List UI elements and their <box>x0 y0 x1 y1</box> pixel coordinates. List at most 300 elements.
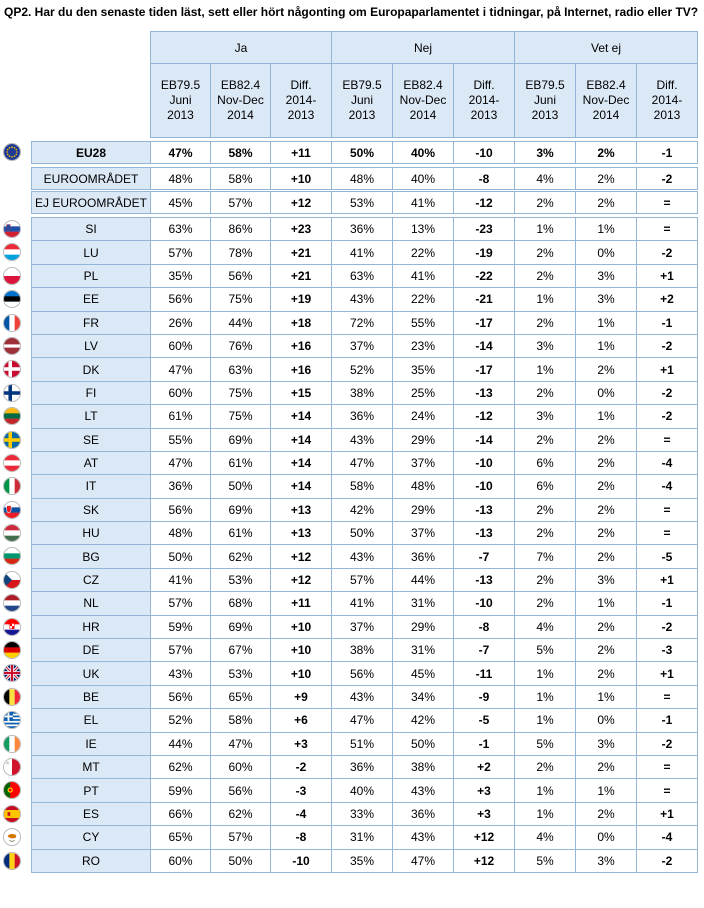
table-row <box>32 192 698 214</box>
diff-cell: -4 <box>637 826 698 849</box>
table-row <box>32 802 698 825</box>
value-cell: 1% <box>515 288 576 311</box>
croatia-flag-icon <box>3 618 21 636</box>
sub-header-row <box>32 64 698 138</box>
diff-cell: -5 <box>454 709 515 732</box>
sub-header-line: EB79.5 <box>160 78 201 92</box>
sub-header-line: Nov-Dec <box>399 93 447 107</box>
diff-cell: -2 <box>637 168 698 190</box>
diff-cell: +12 <box>271 192 332 214</box>
value-cell: 1% <box>515 802 576 825</box>
sub-header-line: Nov-Dec <box>217 93 264 107</box>
value-cell: 33% <box>332 802 393 825</box>
diff-cell: -12 <box>454 192 515 214</box>
value-cell: 50% <box>332 142 393 164</box>
value-cell: 2% <box>576 475 637 498</box>
value-cell: 50% <box>393 732 454 755</box>
row-label: EE <box>32 288 151 311</box>
value-cell: 59% <box>151 779 211 802</box>
row-label: DE <box>32 639 151 662</box>
value-cell: 47% <box>151 142 211 164</box>
value-cell: 45% <box>393 662 454 685</box>
diff-cell: +3 <box>454 779 515 802</box>
value-cell: 0% <box>576 381 637 404</box>
diff-cell: -17 <box>454 358 515 381</box>
diff-cell: = <box>637 218 698 241</box>
table-row <box>32 405 698 428</box>
value-cell: 41% <box>151 568 211 591</box>
diff-cell: -2 <box>271 755 332 778</box>
value-cell: 35% <box>332 849 393 872</box>
value-cell: 59% <box>151 615 211 638</box>
sub-header-cell <box>393 64 454 138</box>
group-header-ja: Ja <box>151 32 332 64</box>
table-row <box>32 779 698 802</box>
value-cell: 22% <box>393 288 454 311</box>
value-cell: 43% <box>332 288 393 311</box>
sub-header-line: 2014 <box>592 108 620 122</box>
diff-cell: -8 <box>271 826 332 849</box>
diff-cell: -2 <box>637 405 698 428</box>
diff-cell: -2 <box>637 615 698 638</box>
diff-cell: +14 <box>271 405 332 428</box>
table-row <box>32 755 698 778</box>
sub-header-line: 2014- <box>468 93 500 107</box>
eu-flag-icon <box>3 143 21 161</box>
austria-flag-icon <box>3 454 21 472</box>
diff-cell: +6 <box>271 709 332 732</box>
corner-cell <box>32 32 151 64</box>
slovakia-flag-icon <box>3 501 21 519</box>
diff-cell: -19 <box>454 241 515 264</box>
value-cell: 40% <box>332 779 393 802</box>
table-row <box>32 662 698 685</box>
diff-cell: +14 <box>271 475 332 498</box>
value-cell: 1% <box>515 662 576 685</box>
sub-header-cell <box>454 64 515 138</box>
diff-cell: -1 <box>637 142 698 164</box>
row-label: SI <box>32 218 151 241</box>
value-cell: 42% <box>393 709 454 732</box>
value-cell: 61% <box>211 522 271 545</box>
value-cell: 56% <box>151 685 211 708</box>
value-cell: 13% <box>393 218 454 241</box>
sub-header-line: EB82.4 <box>403 78 443 92</box>
corner-cell <box>32 64 151 138</box>
value-cell: 48% <box>151 168 211 190</box>
value-cell: 2% <box>576 615 637 638</box>
table-row <box>32 241 698 264</box>
sub-header-line: 2014 <box>227 108 254 122</box>
diff-cell: +12 <box>454 849 515 872</box>
sub-header-line: EB82.4 <box>586 78 626 92</box>
diff-cell: +3 <box>271 732 332 755</box>
value-cell: 37% <box>332 615 393 638</box>
value-cell: 2% <box>515 755 576 778</box>
diff-cell: +14 <box>271 428 332 451</box>
value-cell: 50% <box>151 545 211 568</box>
value-cell: 50% <box>211 475 271 498</box>
value-cell: 62% <box>211 545 271 568</box>
sub-header-line: Diff. <box>656 78 678 92</box>
value-cell: 56% <box>211 264 271 287</box>
diff-cell: +2 <box>637 288 698 311</box>
diff-cell: +21 <box>271 241 332 264</box>
value-cell: 57% <box>332 568 393 591</box>
value-cell: 2% <box>515 264 576 287</box>
group-header-nej: Nej <box>332 32 515 64</box>
denmark-flag-icon <box>3 360 21 378</box>
value-cell: 36% <box>332 755 393 778</box>
sub-header-cell <box>271 64 332 138</box>
value-cell: 36% <box>393 545 454 568</box>
cyprus-flag-icon <box>3 828 21 846</box>
diff-cell: +1 <box>637 358 698 381</box>
value-cell: 51% <box>332 732 393 755</box>
row-label: HR <box>32 615 151 638</box>
results-table <box>31 31 698 873</box>
value-cell: 50% <box>211 849 271 872</box>
value-cell: 48% <box>393 475 454 498</box>
value-cell: 53% <box>211 568 271 591</box>
value-cell: 0% <box>576 826 637 849</box>
value-cell: 58% <box>211 168 271 190</box>
row-label: EJ EUROOMRÅDET <box>32 192 151 214</box>
diff-cell: -1 <box>454 732 515 755</box>
diff-cell: +10 <box>271 639 332 662</box>
diff-cell: +10 <box>271 168 332 190</box>
row-label: SE <box>32 428 151 451</box>
diff-cell: -7 <box>454 545 515 568</box>
value-cell: 36% <box>151 475 211 498</box>
value-cell: 58% <box>211 142 271 164</box>
value-cell: 22% <box>393 241 454 264</box>
value-cell: 3% <box>576 732 637 755</box>
value-cell: 45% <box>151 192 211 214</box>
value-cell: 47% <box>211 732 271 755</box>
value-cell: 41% <box>332 241 393 264</box>
value-cell: 1% <box>576 592 637 615</box>
value-cell: 1% <box>515 358 576 381</box>
row-label: LU <box>32 241 151 264</box>
diff-cell: +13 <box>271 498 332 521</box>
value-cell: 65% <box>211 685 271 708</box>
uk-flag-icon <box>3 664 21 682</box>
sub-header-line: 2014 <box>409 108 437 122</box>
value-cell: 2% <box>576 451 637 474</box>
value-cell: 29% <box>393 428 454 451</box>
value-cell: 63% <box>332 264 393 287</box>
netherlands-flag-icon <box>3 594 21 612</box>
diff-cell: +9 <box>271 685 332 708</box>
value-cell: 29% <box>393 498 454 521</box>
value-cell: 50% <box>332 522 393 545</box>
diff-cell: -10 <box>454 592 515 615</box>
diff-cell: = <box>637 779 698 802</box>
value-cell: 44% <box>151 732 211 755</box>
value-cell: 47% <box>393 849 454 872</box>
value-cell: 52% <box>151 709 211 732</box>
value-cell: 25% <box>393 381 454 404</box>
value-cell: 47% <box>332 451 393 474</box>
italy-flag-icon <box>3 477 21 495</box>
value-cell: 2% <box>515 241 576 264</box>
sub-header-line: 2013 <box>531 108 559 122</box>
malta-flag-icon <box>3 758 21 776</box>
value-cell: 36% <box>332 405 393 428</box>
value-cell: 44% <box>211 311 271 334</box>
sub-header-cell <box>332 64 393 138</box>
value-cell: 76% <box>211 334 271 357</box>
value-cell: 56% <box>211 779 271 802</box>
value-cell: 56% <box>332 662 393 685</box>
diff-cell: -2 <box>637 241 698 264</box>
diff-cell: -2 <box>637 334 698 357</box>
finland-flag-icon <box>3 384 21 402</box>
group-header-vet-ej: Vet ej <box>515 32 698 64</box>
diff-cell: +18 <box>271 311 332 334</box>
diff-cell: +10 <box>271 662 332 685</box>
table-row <box>32 685 698 708</box>
diff-cell: +14 <box>271 451 332 474</box>
value-cell: 2% <box>576 142 637 164</box>
poland-flag-icon <box>3 267 21 285</box>
sub-header-line: 2013 <box>287 108 315 122</box>
diff-cell: -22 <box>454 264 515 287</box>
value-cell: 24% <box>393 405 454 428</box>
value-cell: 1% <box>576 218 637 241</box>
value-cell: 69% <box>211 615 271 638</box>
table-row <box>32 545 698 568</box>
diff-cell: -11 <box>454 662 515 685</box>
germany-flag-icon <box>3 641 21 659</box>
table-row <box>32 709 698 732</box>
value-cell: 47% <box>151 451 211 474</box>
value-cell: 38% <box>332 639 393 662</box>
value-cell: 61% <box>151 405 211 428</box>
sweden-flag-icon <box>3 431 21 449</box>
diff-cell: +12 <box>454 826 515 849</box>
value-cell: 43% <box>332 545 393 568</box>
value-cell: 2% <box>515 522 576 545</box>
value-cell: 2% <box>576 428 637 451</box>
table-row <box>32 264 698 287</box>
value-cell: 62% <box>211 802 271 825</box>
value-cell: 3% <box>576 568 637 591</box>
value-cell: 37% <box>332 334 393 357</box>
value-cell: 41% <box>393 264 454 287</box>
value-cell: 86% <box>211 218 271 241</box>
diff-cell: -13 <box>454 381 515 404</box>
sub-header-line: 2014- <box>285 93 317 107</box>
table-row <box>32 142 698 164</box>
value-cell: 0% <box>576 709 637 732</box>
value-cell: 56% <box>151 498 211 521</box>
lithuania-flag-icon <box>3 407 21 425</box>
table-row <box>32 615 698 638</box>
value-cell: 1% <box>576 405 637 428</box>
question-title: QP2. Har du den senaste tiden läst, sett eller hört någonting om Europaparlamentet i tidningar, på Internet, radio eller TV? <box>4 5 699 19</box>
value-cell: 3% <box>576 264 637 287</box>
value-cell: 1% <box>515 218 576 241</box>
row-label: CZ <box>32 568 151 591</box>
value-cell: 48% <box>151 522 211 545</box>
bulgaria-flag-icon <box>3 547 21 565</box>
value-cell: 5% <box>515 849 576 872</box>
value-cell: 53% <box>211 662 271 685</box>
value-cell: 2% <box>576 358 637 381</box>
value-cell: 3% <box>515 334 576 357</box>
value-cell: 41% <box>393 192 454 214</box>
sub-header-line: EB82.4 <box>220 78 261 92</box>
value-cell: 2% <box>576 168 637 190</box>
diff-cell: -10 <box>454 142 515 164</box>
diff-cell: -17 <box>454 311 515 334</box>
value-cell: 35% <box>151 264 211 287</box>
value-cell: 75% <box>211 288 271 311</box>
diff-cell: -21 <box>454 288 515 311</box>
value-cell: 2% <box>576 802 637 825</box>
value-cell: 57% <box>151 241 211 264</box>
value-cell: 60% <box>151 381 211 404</box>
value-cell: 23% <box>393 334 454 357</box>
value-cell: 36% <box>332 218 393 241</box>
value-cell: 2% <box>515 192 576 214</box>
value-cell: 5% <box>515 732 576 755</box>
diff-cell: +23 <box>271 218 332 241</box>
diff-cell: +12 <box>271 545 332 568</box>
row-label: EUROOMRÅDET <box>32 168 151 190</box>
value-cell: 57% <box>151 639 211 662</box>
row-label: NL <box>32 592 151 615</box>
value-cell: 35% <box>393 358 454 381</box>
greece-flag-icon <box>3 711 21 729</box>
value-cell: 68% <box>211 592 271 615</box>
diff-cell: -10 <box>454 451 515 474</box>
value-cell: 31% <box>332 826 393 849</box>
value-cell: 56% <box>151 288 211 311</box>
latvia-flag-icon <box>3 337 21 355</box>
value-cell: 69% <box>211 428 271 451</box>
value-cell: 34% <box>393 685 454 708</box>
diff-cell: -2 <box>637 732 698 755</box>
sub-header-cell <box>576 64 637 138</box>
table-row <box>32 381 698 404</box>
value-cell: 4% <box>515 615 576 638</box>
diff-cell: -12 <box>454 405 515 428</box>
row-label: MT <box>32 755 151 778</box>
value-cell: 7% <box>515 545 576 568</box>
row-label: FI <box>32 381 151 404</box>
table-row <box>32 451 698 474</box>
value-cell: 69% <box>211 498 271 521</box>
value-cell: 2% <box>515 428 576 451</box>
row-label: SK <box>32 498 151 521</box>
row-label: IT <box>32 475 151 498</box>
table-row <box>32 849 698 872</box>
value-cell: 2% <box>576 522 637 545</box>
table-row <box>32 358 698 381</box>
diff-cell: -4 <box>637 475 698 498</box>
portugal-flag-icon <box>3 781 21 799</box>
diff-cell: -9 <box>454 685 515 708</box>
value-cell: 57% <box>211 192 271 214</box>
value-cell: 47% <box>151 358 211 381</box>
sub-header-line: EB79.5 <box>525 78 565 92</box>
value-cell: 55% <box>151 428 211 451</box>
value-cell: 60% <box>211 755 271 778</box>
sub-header-line: 2013 <box>348 108 376 122</box>
diff-cell: +1 <box>637 802 698 825</box>
table-row <box>32 826 698 849</box>
value-cell: 57% <box>151 592 211 615</box>
value-cell: 3% <box>576 849 637 872</box>
value-cell: 63% <box>211 358 271 381</box>
value-cell: 57% <box>211 826 271 849</box>
table-row <box>32 592 698 615</box>
value-cell: 37% <box>393 451 454 474</box>
diff-cell: +19 <box>271 288 332 311</box>
diff-cell: +12 <box>271 568 332 591</box>
value-cell: 43% <box>151 662 211 685</box>
table-row <box>32 311 698 334</box>
value-cell: 1% <box>515 685 576 708</box>
slovenia-flag-icon <box>3 220 21 238</box>
sub-header-line: 2014- <box>651 93 683 107</box>
value-cell: 61% <box>211 451 271 474</box>
value-cell: 1% <box>515 779 576 802</box>
value-cell: 2% <box>515 381 576 404</box>
value-cell: 2% <box>515 592 576 615</box>
row-label: ES <box>32 802 151 825</box>
diff-cell: -2 <box>637 381 698 404</box>
sub-header-line: Juni <box>169 93 192 107</box>
value-cell: 63% <box>151 218 211 241</box>
spain-flag-icon <box>3 805 21 823</box>
diff-cell: -4 <box>637 451 698 474</box>
row-label: UK <box>32 662 151 685</box>
diff-cell: +11 <box>271 592 332 615</box>
row-label: PT <box>32 779 151 802</box>
value-cell: 53% <box>332 192 393 214</box>
sub-header-line: Juni <box>350 93 373 107</box>
sub-header-cell <box>151 64 211 138</box>
belgium-flag-icon <box>3 688 21 706</box>
diff-cell: +1 <box>637 264 698 287</box>
table-row <box>32 498 698 521</box>
diff-cell: +11 <box>271 142 332 164</box>
value-cell: 58% <box>332 475 393 498</box>
value-cell: 48% <box>332 168 393 190</box>
value-cell: 66% <box>151 802 211 825</box>
sub-header-line: Juni <box>533 93 556 107</box>
row-label: DK <box>32 358 151 381</box>
table-row <box>32 475 698 498</box>
value-cell: 41% <box>332 592 393 615</box>
value-cell: 1% <box>515 709 576 732</box>
row-label: BE <box>32 685 151 708</box>
diff-cell: +10 <box>271 615 332 638</box>
value-cell: 72% <box>332 311 393 334</box>
value-cell: 38% <box>332 381 393 404</box>
value-cell: 2% <box>576 639 637 662</box>
value-cell: 6% <box>515 451 576 474</box>
value-cell: 43% <box>393 779 454 802</box>
row-label: EU28 <box>32 142 151 164</box>
diff-cell: -13 <box>454 568 515 591</box>
value-cell: 55% <box>393 311 454 334</box>
diff-cell: -3 <box>271 779 332 802</box>
